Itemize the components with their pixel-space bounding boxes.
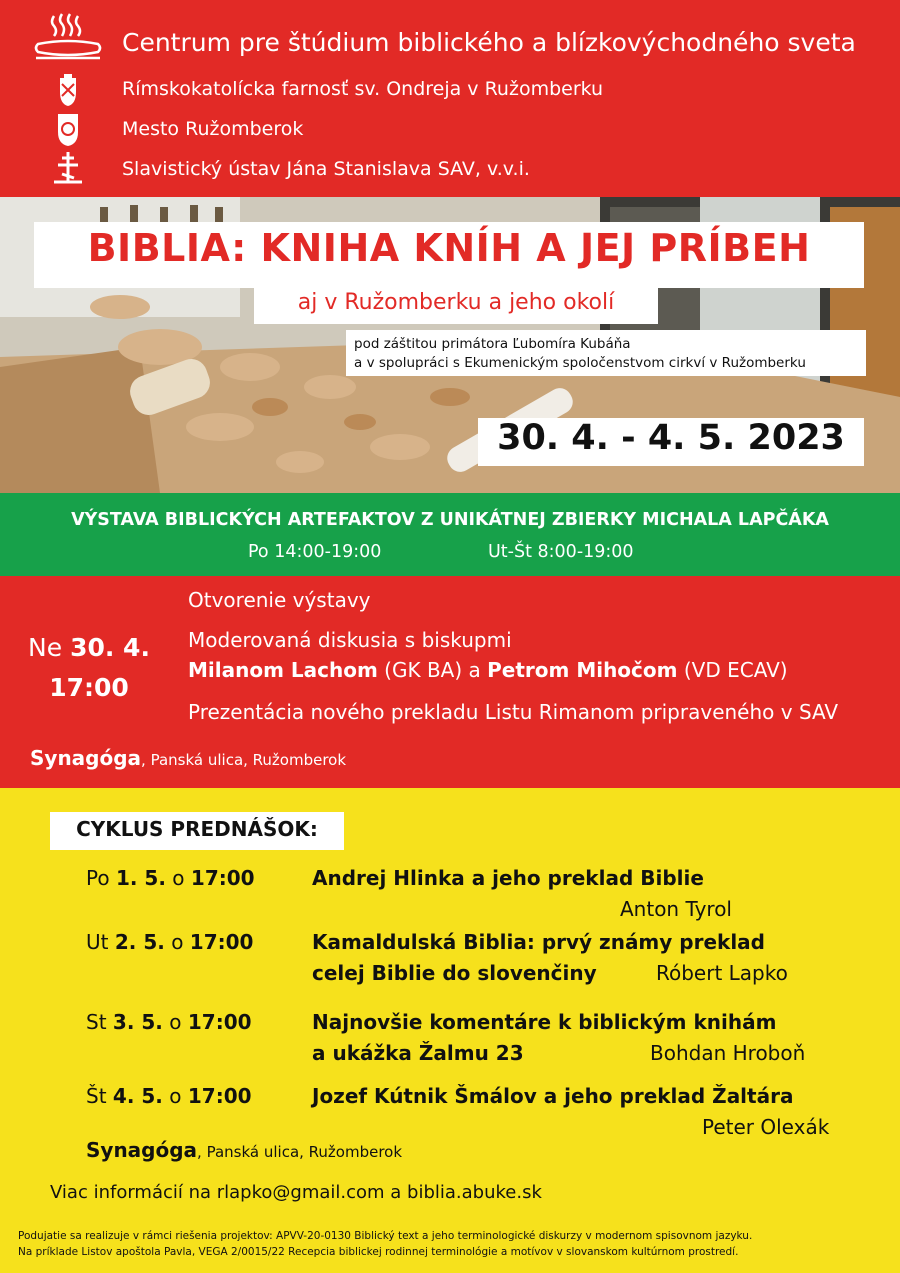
lecture-1-day-date: 1. 5. — [115, 866, 166, 890]
speaker-1: Milanom Lachom — [188, 658, 378, 682]
lecture-1-day: Po — [86, 866, 116, 890]
org-slavistic: Slavistický ústav Jána Stanislava SAV, v.v.i. — [122, 158, 530, 180]
lecture-2-time: 17:00 — [189, 930, 254, 954]
opening-band — [0, 576, 900, 788]
patronage-line-1: pod záštitou primátora Ľubomíra Kubáňa — [354, 336, 631, 352]
lecture-2-speaker: Róbert Lapko — [656, 961, 788, 985]
speaker-2-org: (VD ECAV) — [677, 658, 788, 682]
center-logo-icon — [32, 10, 104, 66]
lectures-venue-address: , Panská ulica, Ružomberok — [197, 1143, 403, 1161]
opening-date: 30. 4. — [70, 633, 150, 662]
event-subtitle: aj v Ružomberku a jeho okolí — [297, 290, 615, 315]
lecture-4-date — [86, 1084, 252, 1108]
main-org-name: Centrum pre štúdium biblického a blízkovýchodného sveta — [122, 28, 856, 57]
lecture-1-o: o — [165, 866, 191, 890]
lecture-4-title: Jozef Kútnik Šmálov a jeho preklad Žaltára — [312, 1084, 794, 1108]
lecture-1-time: 17:00 — [190, 866, 255, 890]
lecture-4-o: o — [162, 1084, 188, 1108]
lecture-4-day: Št — [86, 1084, 113, 1108]
exhibition-band — [0, 493, 900, 576]
opening-line-2: Moderovaná diskusia s biskupmi — [188, 628, 512, 652]
opening-time: 17:00 — [49, 673, 129, 702]
lecture-2-title-line-1: Kamaldulská Biblia: prvý známy preklad — [312, 930, 765, 954]
lecture-4-day-date: 4. 5. — [112, 1084, 163, 1108]
lectures-heading: CYKLUS PREDNÁŠOK: — [76, 817, 318, 841]
lecture-3-date — [86, 1010, 252, 1034]
lecture-3-o: o — [162, 1010, 188, 1034]
lecture-3-title-line-2: a ukážka Žalmu 23 — [312, 1041, 524, 1065]
lecture-4-speaker: Peter Olexák — [702, 1115, 830, 1139]
opening-venue — [30, 746, 346, 770]
footer-line-1: Podujatie sa realizuje v rámci riešenia projektov: APVV-20-0130 Biblický text a jeho terminologické diskurzy v modernom spisovnom jazyku. — [18, 1230, 753, 1242]
opening-speakers — [188, 658, 788, 682]
footer-line-2: Na príklade Listov apoštola Pavla, VEGA 2/0015/22 Recepcia biblickej rodinnej terminológie a motívov v slovanskom kultúrnom prostredí. — [18, 1246, 739, 1258]
lectures-venue-name: Synagóga — [86, 1138, 198, 1162]
speaker-1-org: (GK BA) a — [377, 658, 488, 682]
lecture-3-title-line-1: Najnovšie komentáre k biblickým knihám — [312, 1010, 777, 1034]
lecture-1-title: Andrej Hlinka a jeho preklad Biblie — [312, 866, 704, 890]
patronage-line-2: a v spolupráci s Ekumenickým spoločenstvom cirkví v Ružomberku — [354, 355, 806, 371]
opening-venue-name: Synagóga — [30, 746, 142, 770]
speaker-2: Petrom Mihočom — [487, 658, 678, 682]
opening-line-1: Otvorenie výstavy — [188, 588, 371, 612]
lecture-3-day-date: 3. 5. — [112, 1010, 163, 1034]
lecture-2-date — [86, 930, 253, 954]
opening-line-4: Prezentácia nového prekladu Listu Rimanom pripraveného v SAV — [188, 700, 839, 724]
header — [0, 0, 900, 197]
opening-day: Ne — [28, 633, 71, 662]
opening-datetime — [18, 628, 160, 708]
lecture-1-date — [86, 866, 255, 890]
opening-venue-address: , Panská ulica, Ružomberok — [141, 751, 347, 769]
lecture-3-speaker: Bohdan Hroboň — [650, 1041, 806, 1065]
org-city: Mesto Ružomberok — [122, 118, 304, 140]
lecture-3-time: 17:00 — [187, 1010, 252, 1034]
parish-crest-icon — [48, 72, 88, 108]
contact-info: Viac informácií na rlapko@gmail.com a biblia.abuke.sk — [50, 1182, 542, 1203]
lecture-2-title-line-2: celej Biblie do slovenčiny — [312, 961, 597, 985]
event-dates: 30. 4. - 4. 5. 2023 — [497, 418, 845, 458]
org-parish: Rímskokatolícka farnosť sv. Ondreja v Ružomberku — [122, 78, 604, 100]
exhibition-hours-monday: Po 14:00-19:00 — [248, 542, 382, 562]
event-title: BIBLIA: KNIHA KNÍH A JEJ PRÍBEH — [87, 226, 811, 270]
slavistic-cross-icon — [48, 150, 88, 186]
lecture-2-day-date: 2. 5. — [114, 930, 165, 954]
lecture-2-o: o — [164, 930, 190, 954]
exhibition-title: VÝSTAVA BIBLICKÝCH ARTEFAKTOV Z UNIKÁTNEJ ZBIERKY MICHALA LAPČÁKA — [71, 510, 829, 530]
lecture-3-day: St — [86, 1010, 113, 1034]
lecture-1-speaker: Anton Tyrol — [620, 897, 732, 921]
exhibition-hours-weekdays: Ut-Št 8:00-19:00 — [488, 542, 634, 562]
lectures-venue — [86, 1138, 402, 1162]
city-crest-icon — [48, 112, 88, 148]
lecture-2-day: Ut — [86, 930, 115, 954]
lecture-4-time: 17:00 — [187, 1084, 252, 1108]
